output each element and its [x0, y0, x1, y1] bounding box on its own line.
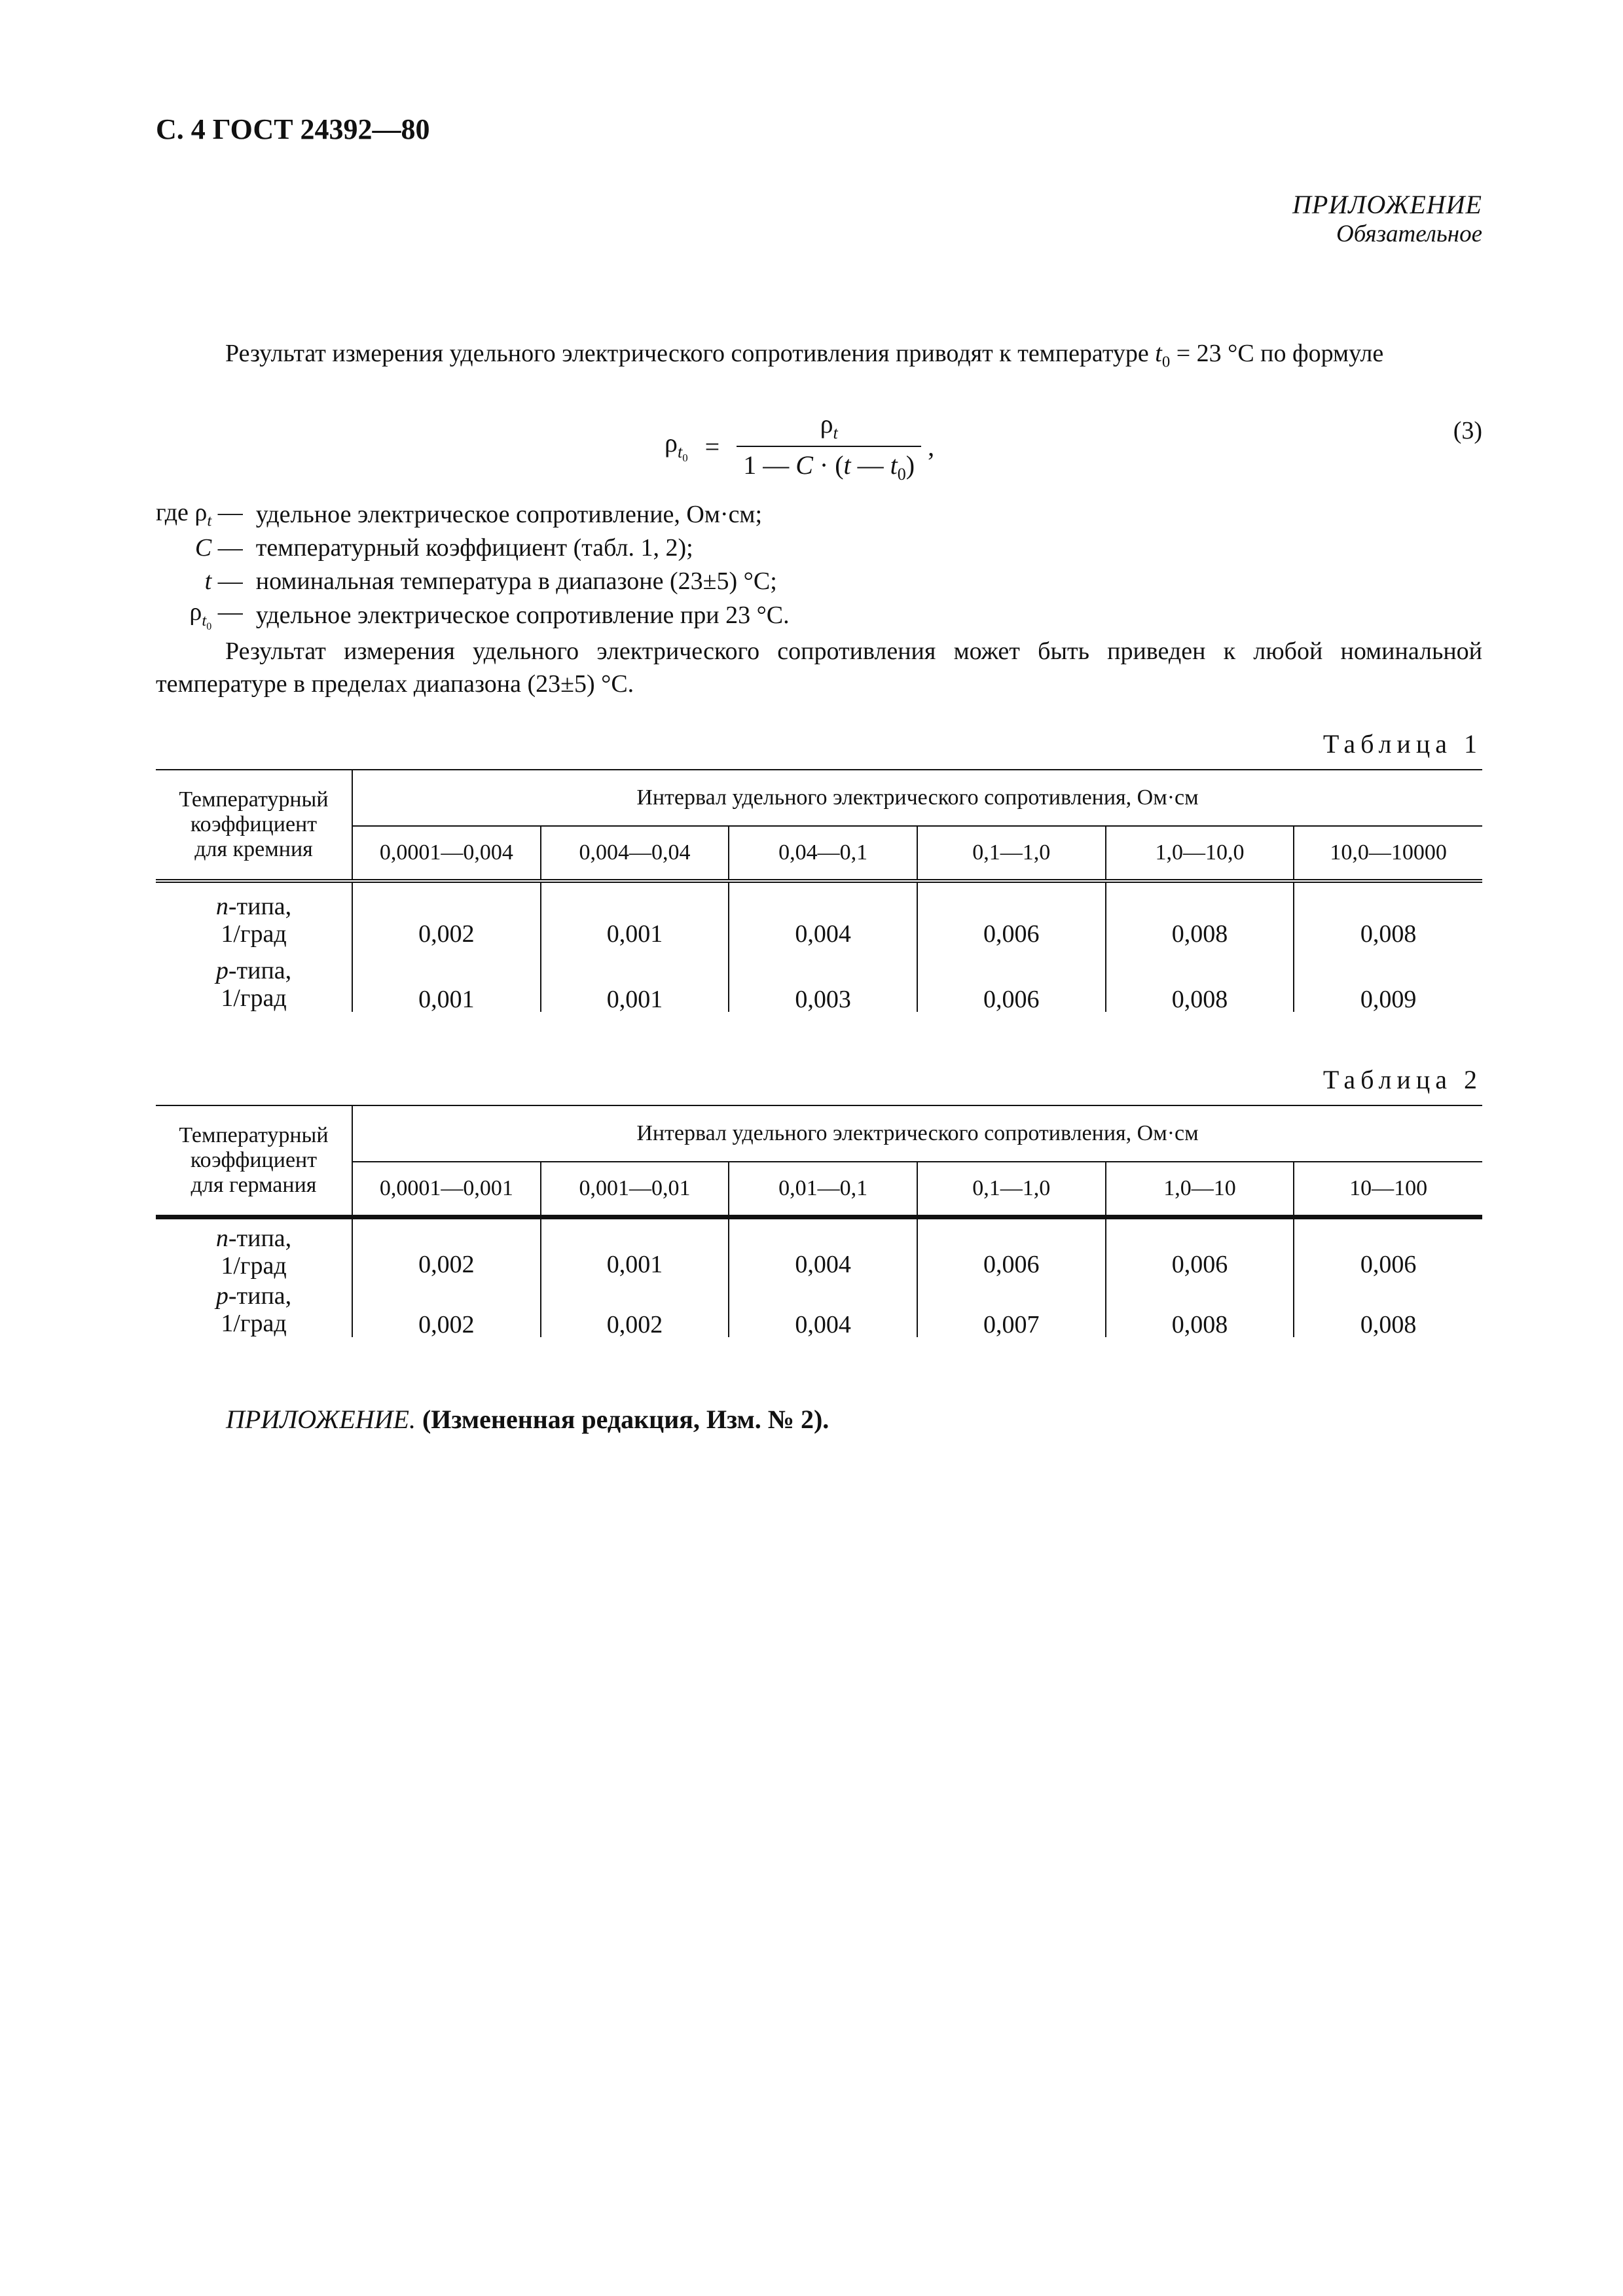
table2-col-header: 1,0—10	[1106, 1162, 1294, 1217]
table-cell: 0,008	[1106, 953, 1294, 1012]
formula-number: (3)	[1453, 417, 1482, 444]
table-cell: 0,001	[541, 1217, 729, 1282]
table-cell: 0,008	[1294, 1282, 1482, 1337]
definition-row: C — температурный коэффициент (табл. 1, 2);	[194, 533, 693, 562]
formula-comma: ,	[928, 431, 935, 461]
row-label: p-типа, 1/град	[215, 957, 292, 1012]
table1-col-header: 10,0—10000	[1294, 826, 1482, 881]
table-row	[156, 881, 1482, 953]
table1-col-header: 0,1—1,0	[917, 826, 1106, 881]
table1-corner: Температурный коэффициент для кремния	[156, 770, 352, 881]
table1-col-header: 0,0001—0,004	[352, 826, 541, 881]
formula-fraction	[737, 408, 921, 484]
table-row	[156, 1217, 1482, 1282]
paragraph-2: Результат измерения удельного электрического сопротивления может быть приведен к любой номинальной температуре в пределах диапазона (23±5) °С.	[156, 637, 1482, 698]
table-silicon	[156, 769, 1482, 1012]
table1-caption: Таблица 1	[1322, 729, 1482, 759]
definition-row: $\rho_{t_0}$ — удельное электрическое сопротивление при 23 °С.	[189, 598, 790, 632]
table-cell: 0,003	[729, 953, 917, 1012]
table-cell: 0,002	[352, 1282, 541, 1337]
formula-numerator: $\rho_t$	[820, 409, 838, 442]
table2-col-header: 0,01—0,1	[729, 1162, 917, 1217]
table-cell: 0,006	[1106, 1217, 1294, 1282]
formula-denominator: 1 — C · (t — $t_0$)	[737, 446, 921, 484]
definition-row: где $\rho_t$ — удельное электрическое сопротивление, Ом·см;	[156, 498, 763, 530]
table-cell: 0,004	[729, 1217, 917, 1282]
definitions-list	[156, 497, 790, 633]
table2-col-header: 0,0001—0,001	[352, 1162, 541, 1217]
table-cell: 0,002	[352, 881, 541, 953]
table-cell: 0,002	[352, 1217, 541, 1282]
page-header: С. 4 ГОСТ 24392—80	[156, 113, 430, 145]
table-cell: 0,008	[1106, 1282, 1294, 1337]
table2-col-header: 10—100	[1294, 1162, 1482, 1217]
table-row	[156, 1282, 1482, 1337]
table-germanium	[156, 1105, 1482, 1337]
amendment-note: ПРИЛОЖЕНИЕ. (Измененная редакция, Изм. № 2).	[226, 1405, 830, 1434]
table-cell: 0,008	[1294, 881, 1482, 953]
table-cell: 0,004	[729, 1282, 917, 1337]
table-cell: 0,007	[917, 1282, 1106, 1337]
where-label: где	[156, 498, 189, 526]
table2-caption: Таблица 2	[1322, 1065, 1482, 1094]
table-cell: 0,002	[541, 1282, 729, 1337]
definition-row: t — номинальная температура в диапазоне (23±5) °С;	[204, 567, 777, 595]
row-label: n-типа, 1/град	[215, 893, 292, 948]
table-cell: 0,009	[1294, 953, 1482, 1012]
table-cell: 0,006	[1294, 1217, 1482, 1282]
table-cell: 0,006	[917, 1217, 1106, 1282]
appendix-title: ПРИЛОЖЕНИЕ	[1292, 190, 1482, 219]
formula-equals: =	[704, 431, 720, 461]
table-cell: 0,004	[729, 881, 917, 953]
table1-col-header: 1,0—10,0	[1106, 826, 1294, 881]
row-label: p-типа, 1/град	[215, 1282, 292, 1337]
table-cell: 0,008	[1106, 881, 1294, 953]
formula-lhs: $\rho_{t_0}$	[665, 428, 688, 465]
table2-col-header: 0,1—1,0	[917, 1162, 1106, 1217]
table2-span-header: Интервал удельного электрического сопротивления, Ом·см	[352, 1105, 1482, 1162]
table-cell: 0,001	[541, 881, 729, 953]
table2-corner: Температурный коэффициент для германия	[156, 1105, 352, 1217]
table-cell: 0,006	[917, 881, 1106, 953]
formula	[665, 407, 934, 486]
intro-paragraph: Результат измерения удельного электрического сопротивления приводят к температуре $t_0 = 23$ °С по формуле	[225, 340, 1384, 371]
table-cell: 0,001	[352, 953, 541, 1012]
table2-col-header: 0,001—0,01	[541, 1162, 729, 1217]
table-cell: 0,001	[541, 953, 729, 1012]
row-label: n-типа, 1/град	[215, 1225, 292, 1280]
table1-col-header: 0,04—0,1	[729, 826, 917, 881]
table1-span-header: Интервал удельного электрического сопротивления, Ом·см	[352, 770, 1482, 826]
table-cell: 0,006	[917, 953, 1106, 1012]
table1-col-header: 0,004—0,04	[541, 826, 729, 881]
table-row	[156, 953, 1482, 1012]
appendix-subtitle: Обязательное	[1336, 221, 1482, 247]
appendix-label	[1292, 190, 1482, 249]
